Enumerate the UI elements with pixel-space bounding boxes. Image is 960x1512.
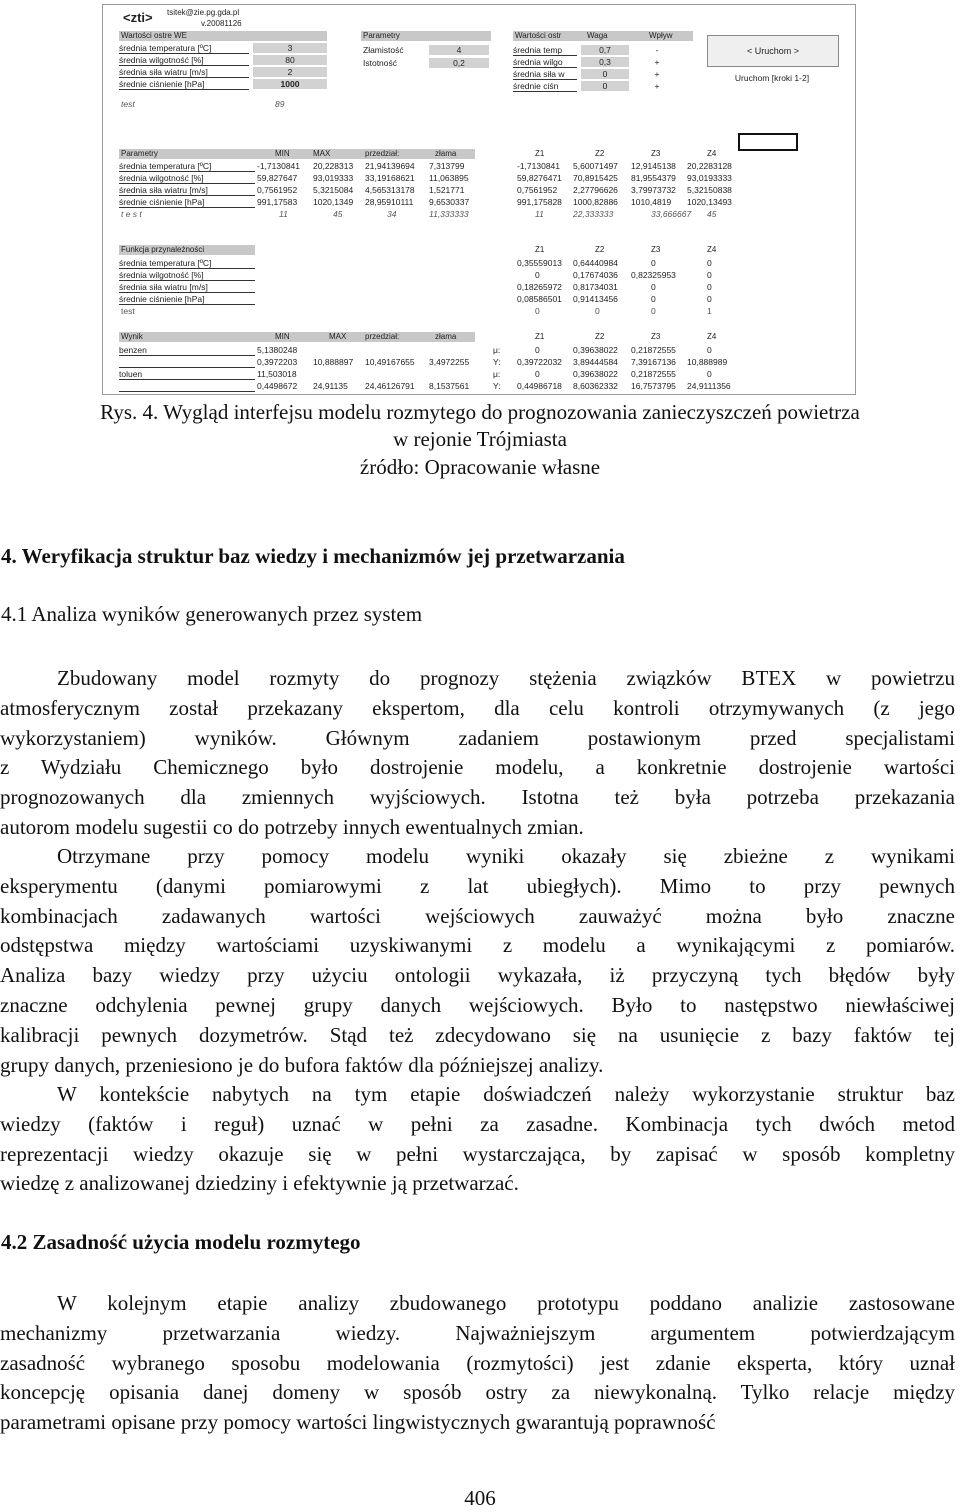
- t2-z-cell: 1020,13493: [687, 197, 732, 207]
- t2-z-test-cell: 11: [535, 209, 544, 219]
- p2-line: odstępstwa między wartościami uzyskiwanymi z modelu a wynikającymi z pomiarów.: [0, 933, 955, 958]
- t4-header: złama: [435, 332, 457, 341]
- uruchom-button[interactable]: < Uruchom >: [707, 35, 839, 67]
- t3-row-label: średnia temperatura [ºC]: [119, 258, 255, 269]
- figure-caption-source: źródło: Opracowanie własne: [359, 455, 601, 479]
- we-row-value[interactable]: 80: [253, 55, 327, 65]
- t2-test-cell: 11,333333: [429, 209, 469, 219]
- t2-z-cell: 1000,82886: [573, 197, 618, 207]
- weight-value[interactable]: 0: [581, 69, 629, 79]
- we-row-value[interactable]: 1000: [253, 79, 327, 89]
- p2-line: kalibracji pewnych dozymetrów. Stąd też zdecydowano się na usunięcie z bazy faktów tej: [0, 1022, 955, 1047]
- t4-row-label: toluen: [119, 369, 255, 380]
- t4-z-cell: 0,21872555: [631, 369, 676, 379]
- t2-cell: 4,565313178: [365, 185, 415, 195]
- t2-cell: 28,95910111: [365, 197, 414, 207]
- t3-header: Funkcja przynależności: [121, 245, 205, 254]
- app-screenshot: [102, 4, 856, 395]
- t2-header: MIN: [275, 149, 290, 158]
- p2-line: znaczne odchylenia pewnej grupy danych wejściowych. Było to następstwo niewłaściwej: [0, 993, 955, 1017]
- p2-line: Otrzymane przy pomocy modelu wyniki okazały się zbieżne z wynikami: [57, 844, 955, 868]
- t3-z-test-cell: 0: [651, 306, 656, 316]
- t2-row-label: średnie ciśnienie [hPa]: [119, 197, 255, 208]
- weights-h2: Waga: [587, 31, 608, 40]
- p3-line: wiedzę z analizowanej dziedziny i efektywnie ją przetwarzać.: [0, 1171, 519, 1196]
- weight-value[interactable]: 0: [581, 81, 629, 91]
- t2-header: MAX: [313, 149, 331, 158]
- we-row-label: średnia siła wiatru [m/s]: [119, 67, 249, 78]
- t3-z-cell: 0: [651, 282, 656, 292]
- p1-line: z Wydziału Chemicznego było dostrojenie modelu, a konkretnie dostrojenie wartości: [0, 755, 955, 780]
- t2-cell: 93,019333: [313, 173, 354, 183]
- t2-z-header: Z1: [535, 149, 545, 158]
- p1-line: wykorzystaniem) wyników. Głównym zadaniem postawionym przed specjalistami: [0, 725, 955, 750]
- param-label: Istotność: [363, 58, 398, 68]
- t4-cell: 5,1380248: [257, 345, 298, 355]
- t4-mu-label: μ:: [493, 369, 501, 379]
- t3-z-cell: 0: [651, 294, 656, 304]
- t2-z-header: Z3: [651, 149, 661, 158]
- t4-row-label: [119, 381, 255, 392]
- author-email: tsitek@zie.pg.gda.pl: [167, 8, 240, 17]
- t2-row-label: średnia wilgotność [%]: [119, 173, 255, 184]
- we-row-label: średnie ciśnienie [hPa]: [119, 79, 249, 90]
- section-heading-4: 4. Weryfikacja struktur baz wiedzy i mechanizmów jej przetwarzania: [1, 544, 625, 568]
- we-header-label: Wartości ostre WE: [121, 31, 187, 40]
- p3-line: reprezentacji wiedzy okazuje się w pełni wystarczająca, by zapisać w sposób kompletny: [0, 1141, 955, 1166]
- t3-z-header: Z1: [535, 245, 545, 254]
- t3-z-cell: 0,18265972: [517, 282, 562, 292]
- t4-z-header: Z4: [707, 332, 717, 341]
- p3-line: W kontekście nabytych na tym etapie doświadczeń należy wykorzystanie struktur baz: [57, 1082, 955, 1106]
- weight-value[interactable]: 0,3: [581, 57, 629, 67]
- version-label: v.20081126: [201, 19, 242, 28]
- t3-row-label: średnia wilgotność [%]: [119, 270, 255, 281]
- section-heading-4-2: 4.2 Zasadność użycia modelu rozmytego: [1, 1230, 361, 1254]
- t4-cell: 24,46126791: [365, 381, 415, 391]
- t2-z-header: Z4: [707, 149, 717, 158]
- t2-test-label: t e s t: [121, 209, 142, 219]
- t4-z-cell: 8,60362332: [573, 381, 618, 391]
- t2-row-label: średnia siła wiatru [m/s]: [119, 185, 255, 196]
- we-row-label: średnia temperatura [ºC]: [119, 43, 249, 54]
- uruchom-kroki-button[interactable]: Uruchom [kroki 1-2]: [734, 73, 810, 83]
- t2-test-cell: 34: [387, 209, 397, 219]
- t2-cell: 7,313799: [429, 161, 465, 171]
- t2-cell: 9,6530337: [429, 197, 470, 207]
- zti-logo: <zti>: [123, 10, 153, 25]
- t4-header: przedział:: [365, 332, 400, 341]
- t2-z-cell: 3,79973732: [631, 185, 676, 195]
- t2-z-cell: 59,8276471: [517, 173, 562, 183]
- t2-cell: 1,521771: [429, 185, 465, 195]
- page-number: 406: [464, 1486, 496, 1510]
- p1-line: atmosferycznym został przekazany ekspertom, dla celu kontroli otrzymywanych (z jego: [0, 695, 955, 720]
- we-row-label: średnia wilgotność [%]: [119, 55, 249, 66]
- t2-z-cell: 81,9554379: [631, 173, 676, 183]
- t3-z-cell: 0,64440984: [573, 258, 618, 268]
- t2-z-cell: 93,0193333: [687, 173, 732, 183]
- weight-value[interactable]: 0,7: [581, 45, 629, 55]
- t4-header-bar: [119, 332, 475, 342]
- t2-z-cell: 5,60071497: [573, 161, 618, 171]
- p1-line: autorom modelu sugestii co do potrzeby innych ewentualnych zmian.: [0, 815, 584, 839]
- p4-line: W kolejnym etapie analizy zbudowanego prototypu poddano analizie zastosowane: [57, 1291, 955, 1315]
- t2-z-cell: 0,7561952: [517, 185, 558, 195]
- weight-label: średnie ciśn: [513, 81, 577, 92]
- weight-label: średnia siła w: [513, 69, 577, 80]
- t4-z-cell: 0,39638022: [573, 345, 618, 355]
- t3-z-cell: 0: [707, 294, 712, 304]
- t3-row-label: średnie ciśnienie [hPa]: [119, 294, 255, 305]
- influence-value: +: [654, 81, 660, 91]
- t4-z-cell: 7,39167136: [631, 357, 676, 367]
- t3-z-cell: 0: [707, 258, 712, 268]
- t3-z-cell: 0,08586501: [517, 294, 562, 304]
- p2-line: grupy danych, przeniesiono je do bufora faktów dla późniejszej analizy.: [0, 1052, 604, 1077]
- t3-z-test-cell: 1: [707, 306, 712, 316]
- figure-caption-line1: Rys. 4. Wygląd interfejsu modelu rozmytego do prognozowania zanieczyszczeń powietrza: [100, 400, 860, 424]
- t4-z-cell: 10,888989: [687, 357, 728, 367]
- t4-mu-label: Y:: [493, 357, 501, 367]
- section-heading-4-1: 4.1 Analiza wyników generowanych przez system: [1, 602, 423, 626]
- p4-line: koncepcję opisania danej domeny w sposób ostry za niewykonalną. Tylko relacje między: [0, 1380, 955, 1405]
- t4-z-cell: 24,9111356: [687, 381, 731, 391]
- p1-line: prognozowanych dla zmiennych wyjściowych. Istotna też była potrzeba przekazania: [0, 785, 955, 810]
- weight-label: średnia wilgo: [513, 57, 577, 68]
- t4-z-cell: 0: [707, 345, 712, 355]
- we-row-value[interactable]: 2: [253, 67, 327, 77]
- t4-cell: 3,4972255: [429, 357, 470, 367]
- t2-z-test-cell: 33,666667: [651, 209, 692, 219]
- t3-z-header: Z4: [707, 245, 717, 254]
- t3-z-header: Z3: [651, 245, 661, 254]
- t4-cell: 10,49167655: [365, 357, 415, 367]
- t4-row-label: [119, 357, 255, 368]
- we-row-value[interactable]: 3: [253, 43, 327, 53]
- p4-line: mechanizmy przetwarzania wiedzy. Najważniejszym argumentem potwierdzającym: [0, 1320, 955, 1345]
- t2-cell: 991,17583: [257, 197, 298, 207]
- we-test-label: test: [121, 99, 135, 109]
- t2-cell: 33,19168621: [365, 173, 415, 183]
- t3-z-cell: 0: [707, 270, 712, 280]
- t2-cell: -1,7130841: [257, 161, 301, 171]
- t3-z-test-cell: 0: [595, 306, 600, 316]
- t3-z-cell: 0: [651, 258, 656, 268]
- p3-line: wiedzy (faktów i reguł) uznać w pełni za zasadne. Kombinacja tych dwóch metod: [0, 1111, 955, 1136]
- t2-cell: 5,3215084: [313, 185, 354, 195]
- t3-z-cell: 0,35559013: [517, 258, 562, 268]
- t3-test-label: test: [121, 306, 135, 316]
- t4-z-cell: 0: [535, 345, 540, 355]
- t4-z-cell: 3,89444584: [573, 357, 618, 367]
- t4-header: Wynik: [121, 332, 143, 341]
- p1-line: Zbudowany model rozmyty do prognozy stężenia związków BTEX w powietrzu: [57, 666, 955, 690]
- t3-z-cell: 0,82325953: [631, 270, 676, 280]
- t4-header: MIN: [275, 332, 290, 341]
- t4-z-cell: 0,44986718: [517, 381, 562, 391]
- t2-z-cell: 20,2283128: [687, 161, 732, 171]
- param-value[interactable]: 0,2: [429, 58, 489, 68]
- p4-line: parametrami opisane przy pomocy wartości lingwistycznych gwarantują poprawność: [0, 1410, 716, 1435]
- t2-header: przedział:: [365, 149, 400, 158]
- p2-line: Analiza bazy wiedzy przy użyciu ontologii wykazała, iż przyczyną tych błędów były: [0, 963, 955, 988]
- t3-z-cell: 0,81734031: [573, 282, 618, 292]
- t2-z-cell: 70,8915425: [573, 173, 618, 183]
- p4-line: zasadność wybranego sposobu modelowania (rozmytości) jest zdanie eksperta, który uznał: [0, 1350, 955, 1375]
- t2-z-cell: 2,27796626: [573, 185, 618, 195]
- t4-z-cell: 16,7573795: [631, 381, 676, 391]
- weights-h1: Wartości ostr: [515, 31, 562, 40]
- influence-value: +: [654, 57, 660, 67]
- influence-value: +: [654, 69, 660, 79]
- t4-header: MAX: [329, 332, 347, 341]
- param-label: Złamistość: [363, 45, 404, 55]
- t2-header: Parametry: [121, 149, 158, 158]
- t4-cell: 11,503018: [257, 369, 297, 379]
- t4-cell: 10,888897: [313, 357, 354, 367]
- t4-z-header: Z1: [535, 332, 545, 341]
- t2-cell: 21,94139694: [365, 161, 415, 171]
- t2-test-cell: 45: [333, 209, 343, 219]
- t3-row-label: średnia siła wiatru [m/s]: [119, 282, 255, 293]
- t3-z-test-cell: 0: [535, 306, 540, 316]
- output-box: [738, 133, 798, 151]
- t4-cell: 0,3972203: [257, 357, 298, 367]
- t3-z-cell: 0,17674036: [573, 270, 618, 280]
- param-value[interactable]: 4: [429, 45, 489, 55]
- t2-header: złama: [435, 149, 457, 158]
- t3-z-cell: 0: [707, 282, 712, 292]
- weight-label: średnia temp: [513, 45, 577, 56]
- influence-value: -: [655, 45, 659, 55]
- t2-cell: 1020,1349: [313, 197, 354, 207]
- t2-z-cell: 991,175828: [517, 197, 562, 207]
- p2-line: eksperymentu (danymi pomiarowymi z lat ubiegłych). Mimo to przy pewnych: [0, 873, 955, 898]
- weights-h3: Wpływ: [649, 31, 673, 40]
- t4-z-cell: 0: [707, 369, 712, 379]
- t4-z-cell: 0: [535, 369, 540, 379]
- t3-z-cell: 0: [535, 270, 540, 280]
- params-header-label: Parametry: [363, 31, 400, 40]
- figure-caption-line2: w rejonie Trójmiasta: [393, 427, 567, 451]
- t2-cell: 20,228313: [313, 161, 354, 171]
- t2-header-bar: [119, 149, 475, 159]
- t4-mu-label: Y:: [493, 381, 501, 391]
- t2-cell: 59,827647: [257, 173, 298, 183]
- t4-z-header: Z2: [595, 332, 605, 341]
- t2-z-test-cell: 22,333333: [573, 209, 614, 219]
- t2-z-cell: 1010,4819: [631, 197, 672, 207]
- we-test-value: 89: [275, 99, 285, 109]
- p2-line: kombinacjach zadawanych wartości wejściowych zauważyć można było znaczne: [0, 903, 955, 928]
- t2-z-test-cell: 45: [707, 209, 717, 219]
- t4-z-cell: 0,21872555: [631, 345, 676, 355]
- t4-mu-label: μ:: [493, 345, 501, 355]
- t3-z-header: Z2: [595, 245, 605, 254]
- t4-z-cell: 0,39638022: [573, 369, 618, 379]
- t4-cell: 8,1537561: [429, 381, 470, 391]
- t4-cell: 24,91135: [313, 381, 348, 391]
- t2-test-cell: 11: [279, 209, 288, 219]
- t2-z-cell: 12,9145138: [631, 161, 676, 171]
- t2-z-header: Z2: [595, 149, 605, 158]
- t4-row-label: benzen: [119, 345, 255, 356]
- t4-z-header: Z3: [651, 332, 661, 341]
- t4-z-cell: 0,39722032: [517, 357, 562, 367]
- t3-z-cell: 0,91413456: [573, 294, 618, 304]
- t2-cell: 11,063895: [429, 173, 469, 183]
- t2-cell: 0,7561952: [257, 185, 298, 195]
- t4-cell: 0,4498672: [257, 381, 298, 391]
- t2-z-cell: -1,7130841: [517, 161, 561, 171]
- t2-row-label: średnia temperatura [ºC]: [119, 161, 255, 172]
- t2-z-cell: 5,32150838: [687, 185, 732, 195]
